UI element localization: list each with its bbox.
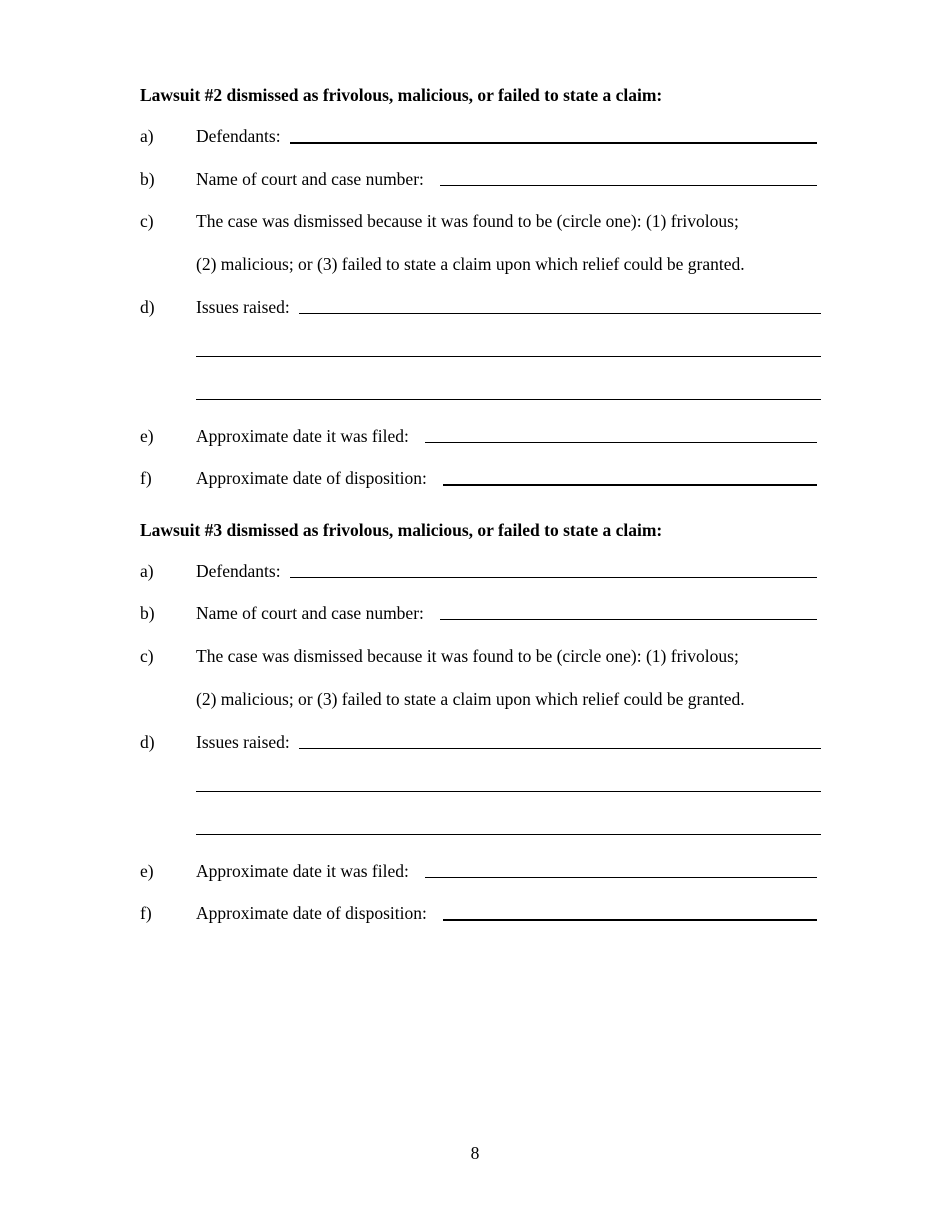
issues-raised-field-line-3[interactable] xyxy=(196,399,821,400)
item-a-letter: a) xyxy=(140,126,154,146)
date-disposition-field[interactable] xyxy=(443,919,817,921)
issues-raised-label: Issues raised: xyxy=(196,297,290,317)
item-d-letter: d) xyxy=(140,732,155,752)
item-a-letter: a) xyxy=(140,561,154,581)
item-e-letter: e) xyxy=(140,861,154,881)
court-case-number-field[interactable] xyxy=(440,185,817,186)
defendants-label: Defendants: xyxy=(196,561,281,581)
issues-raised-field[interactable] xyxy=(299,313,821,314)
item-b-letter: b) xyxy=(140,169,155,189)
dismissal-reason-options: (2) malicious; or (3) failed to state a claim upon which relief could be granted. xyxy=(196,689,745,709)
dismissal-reason-text: The case was dismissed because it was found to be (circle one): (1) frivolous; xyxy=(196,211,739,231)
item-d-letter: d) xyxy=(140,297,155,317)
dismissal-reason-text: The case was dismissed because it was found to be (circle one): (1) frivolous; xyxy=(196,646,739,666)
item-c-letter: c) xyxy=(140,211,154,231)
defendants-field[interactable] xyxy=(290,577,817,578)
lawsuit-3-heading: Lawsuit #3 dismissed as frivolous, malicious, or failed to state a claim: xyxy=(140,520,663,540)
court-case-number-label: Name of court and case number: xyxy=(196,603,424,623)
item-f-letter: f) xyxy=(140,903,152,923)
date-filed-field[interactable] xyxy=(425,877,817,878)
dismissal-reason-options: (2) malicious; or (3) failed to state a claim upon which relief could be granted. xyxy=(196,254,745,274)
issues-raised-label: Issues raised: xyxy=(196,732,290,752)
item-e-letter: e) xyxy=(140,426,154,446)
issues-raised-field[interactable] xyxy=(299,748,821,749)
date-filed-field[interactable] xyxy=(425,442,817,443)
date-disposition-label: Approximate date of disposition: xyxy=(196,903,427,923)
item-f-letter: f) xyxy=(140,468,152,488)
item-c-letter: c) xyxy=(140,646,154,666)
date-filed-label: Approximate date it was filed: xyxy=(196,426,409,446)
defendants-label: Defendants: xyxy=(196,126,281,146)
issues-raised-field-line-2[interactable] xyxy=(196,356,821,357)
lawsuit-2-heading: Lawsuit #2 dismissed as frivolous, malicious, or failed to state a claim: xyxy=(140,85,663,105)
court-case-number-field[interactable] xyxy=(440,619,817,620)
court-case-number-label: Name of court and case number: xyxy=(196,169,424,189)
date-disposition-field[interactable] xyxy=(443,484,817,486)
page-number: 8 xyxy=(470,1143,480,1163)
defendants-field[interactable] xyxy=(290,142,817,144)
issues-raised-field-line-3[interactable] xyxy=(196,834,821,835)
item-b-letter: b) xyxy=(140,603,155,623)
issues-raised-field-line-2[interactable] xyxy=(196,791,821,792)
date-disposition-label: Approximate date of disposition: xyxy=(196,468,427,488)
date-filed-label: Approximate date it was filed: xyxy=(196,861,409,881)
